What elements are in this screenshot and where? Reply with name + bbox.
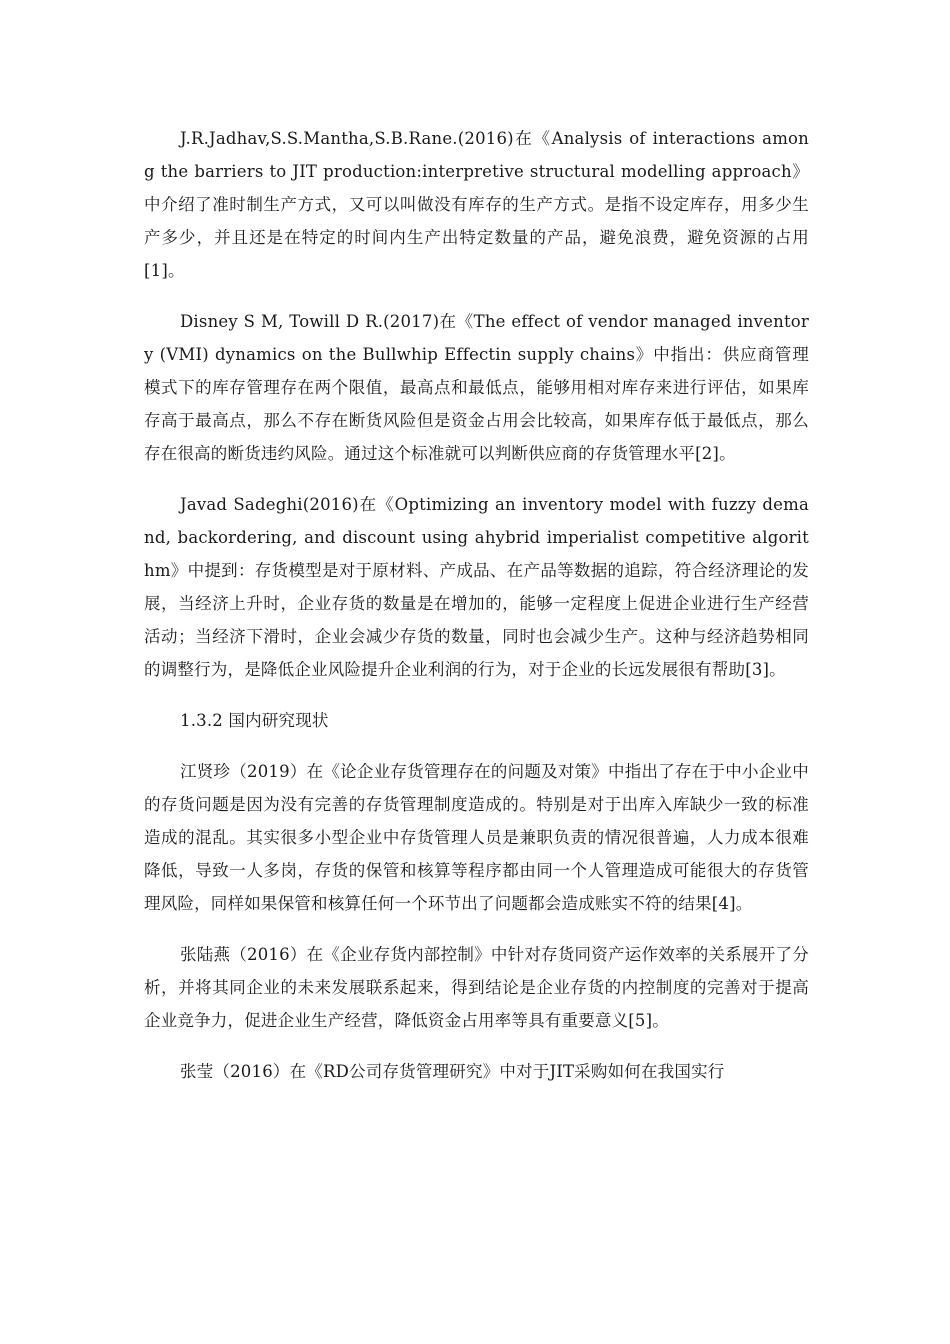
paragraph-jiang: 江贤珍（2019）在《论企业存货管理存在的问题及对策》中指出了存在于中小企业中的存货问题是因为没有完善的存货管理制度造成的。特别是对于出库入库缺少一致的标准造成的混乱。其实很多小型企业中存货管理人员是兼职负责的情况很普遍，人力成本很难降低，导致一人多岗，存货的保管和核算等程序都由同一个人管理造成可能很大的存货管理风险，同样如果保管和核算任何一个环节出了问题都会造成账实不符的结果[4]。: [144, 762, 809, 913]
paragraph-zhang-luyan: 张陆燕（2016）在《企业存货内部控制》中针对存货同资产运作效率的关系展开了分析，并将其同企业的未来发展联系起来，得到结论是企业存货的内控制度的完善对于提高企业竞争力，促进企业生产经营，降低资金占用率等具有重要意义[5]。: [144, 945, 809, 1030]
section-heading: 1.3.2 国内研究现状: [180, 711, 329, 730]
paragraph-sadeghi: Javad Sadeghi(2016)在《Optimizing an inventory model with fuzzy demand, backordering, and discount using ahybrid imperialist competitive algorithm》中提到：存货模型是对于原材料、产成品、在产品等数据的追踪，符合经济理论的发展，当经济上升时，企业存货的数量是在增加的，能够一定程度上促进企业进行生产经营活动；当经济下滑时，企业会减少存货的数量，同时也会减少生产。这种与经济趋势相同的调整行为，是降低企业风险提升企业利润的行为，对于企业的长远发展很有帮助[3]。: [144, 495, 809, 679]
paragraph-disney: Disney S M, Towill D R.(2017)在《The effect of vendor managed inventory (VMI) dynamics on the Bullwhip Effectin supply chains》中指出：供应商管理模式下的库存管理存在两个限值，最高点和最低点，能够用相对库存来进行评估，如果库存高于最高点，那么不存在断货风险但是资金占用会比较高，如果库存低于最低点，那么存在很高的断货违约风险。通过这个标准就可以判断供应商的存货管理水平[2]。: [144, 312, 809, 463]
document-body: [144, 122, 809, 1106]
paragraph-jadhav: J.R.Jadhav,S.S.Mantha,S.B.Rane.(2016)在《Analysis of interactions among the barriers to JIT production:interpretive structural modelling approach》中介绍了准时制生产方式，又可以叫做没有库存的生产方式。是指不设定库存，用多少生产多少，并且还是在特定的时间内生产出特定数量的产品，避免浪费，避免资源的占用[1]。: [144, 129, 809, 280]
paragraph-zhang-ying: 张莹（2016）在《RD公司存货管理研究》中对于JIT采购如何在我国实行: [180, 1062, 725, 1081]
